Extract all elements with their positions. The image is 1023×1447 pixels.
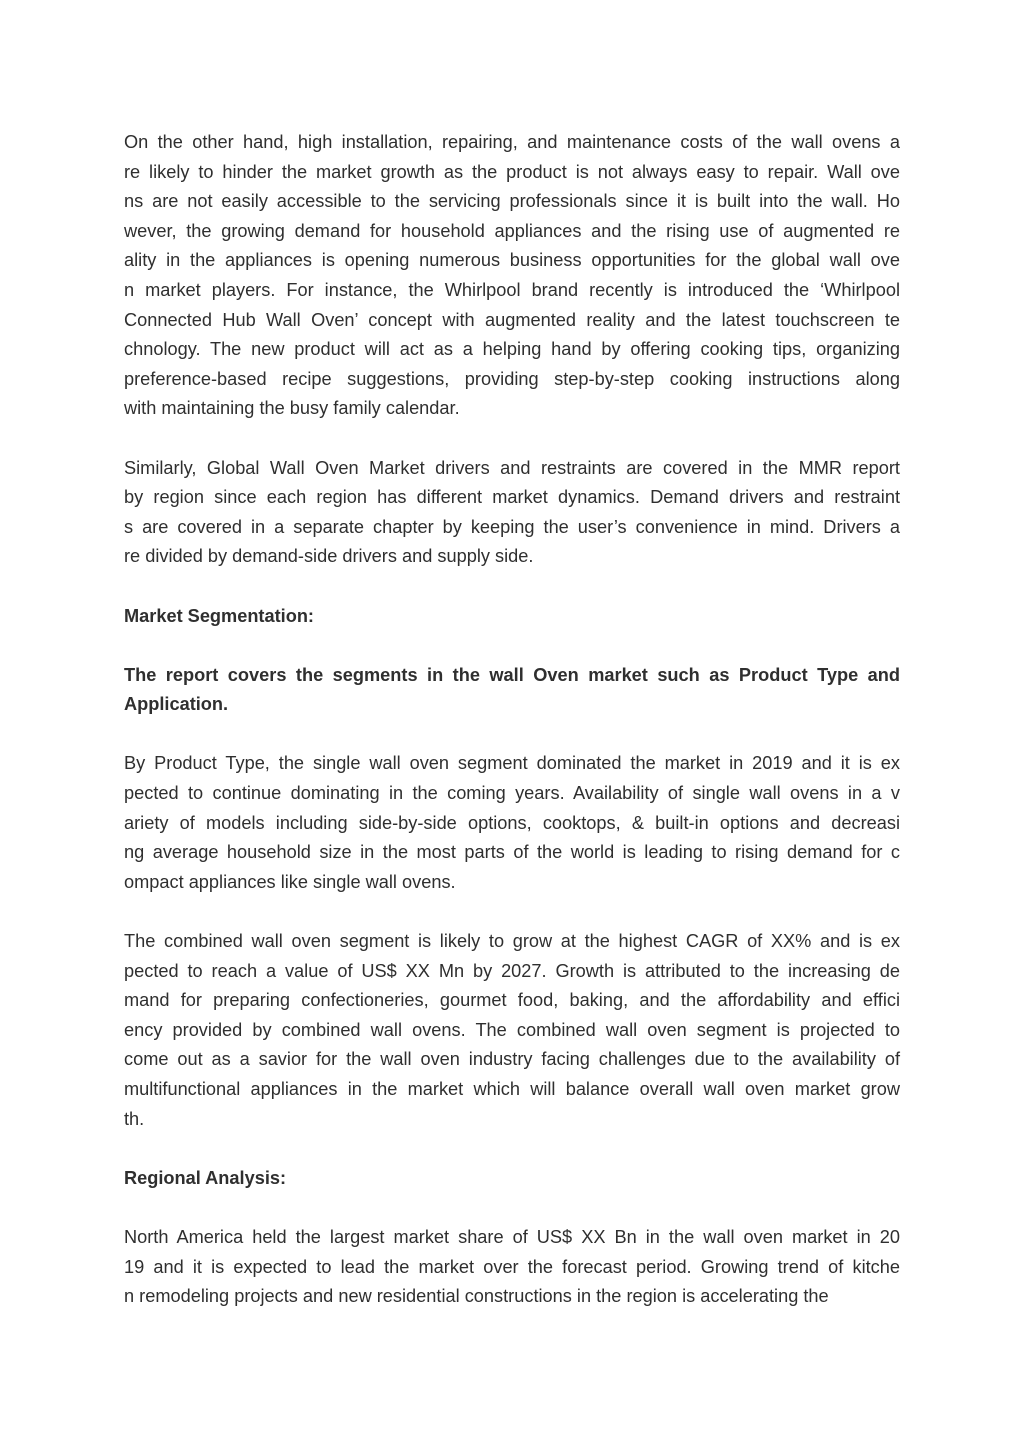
text-line: multifunctional appliances in the market which will balance overall wall oven market grow [124, 1079, 900, 1099]
subheading-report-segments [124, 661, 900, 720]
text-line: mand for preparing confectioneries, gourmet food, baking, and the affordability and effici [124, 990, 900, 1011]
text-line: ency provided by combined wall ovens. The combined wall oven segment is projected to [124, 1019, 900, 1040]
text-line: Similarly, Global Wall Oven Market drivers and restraints are covered in the MMR report [124, 457, 900, 478]
text-line: 19 and it is expected to lead the market over the forecast period. Growing trend of kitche [124, 1256, 900, 1277]
text-line: wever, the growing demand for household appliances and the rising use of augmented re [124, 220, 900, 241]
text-line: pected to reach a value of US$ XX Mn by 2027. Growth is attributed to the increasing de [124, 960, 900, 981]
text-line: On the other hand, high installation, repairing, and maintenance costs of the wall ovens a [124, 132, 900, 152]
paragraph-maintenance-costs [124, 128, 900, 424]
text-line: The report covers the segments in the wall Oven market such as Product Type and [124, 664, 900, 685]
text-line: Connected Hub Wall Oven’ concept with augmented reality and the latest touchscreen te [124, 309, 900, 330]
text-line: n market players. For instance, the Whirlpool brand recently is introduced the ‘Whirlpool [124, 279, 900, 300]
text-line: ompact appliances like single wall ovens. [124, 871, 456, 892]
text-line: with maintaining the busy family calendar. [124, 398, 460, 419]
text-line: come out as a savior for the wall oven industry facing challenges due to the availability of [124, 1049, 900, 1070]
paragraph-north-america [124, 1223, 900, 1312]
text-line: ality in the appliances is opening numerous business opportunities for the global wall ove [124, 250, 900, 271]
text-line: Application. [124, 694, 229, 715]
text-line: By Product Type, the single wall oven segment dominated the market in 2019 and it is ex [124, 753, 900, 774]
heading-regional-analysis [124, 1164, 900, 1194]
text-line: re likely to hinder the market growth as the product is not always easy to repair. Wall ove [124, 161, 900, 182]
text-line: ariety of models including side-by-side options, cooktops, & built-in options and decreasi [124, 812, 900, 833]
text-line: by region since each region has different market dynamics. Demand drivers and restraint [124, 487, 900, 508]
paragraph-drivers-restraints [124, 454, 900, 572]
text-line: ng average household size in the most parts of the world is leading to rising demand for c [124, 842, 900, 863]
text-line: The combined wall oven segment is likely to grow at the highest CAGR of XX% and is ex [124, 931, 900, 952]
text-line: ns are not easily accessible to the servicing professionals since it is built into the wall. Ho [124, 191, 900, 212]
text-line: Regional Analysis: [124, 1167, 287, 1188]
paragraph-combined-wall-oven [124, 927, 900, 1134]
text-line: th. [124, 1108, 145, 1129]
text-line: preference-based recipe suggestions, providing step-by-step cooking instructions along [124, 368, 900, 389]
text-line: s are covered in a separate chapter by keeping the user’s convenience in mind. Drivers a [124, 516, 900, 537]
document-body [124, 128, 900, 1341]
text-line: pected to continue dominating in the coming years. Availability of single wall ovens in a v [124, 783, 900, 804]
text-line: re divided by demand-side drivers and supply side. [124, 546, 534, 567]
paragraph-product-type [124, 749, 900, 897]
text-line: Market Segmentation: [124, 605, 314, 626]
heading-market-segmentation [124, 602, 900, 632]
text-line: North America held the largest market share of US$ XX Bn in the wall oven market in 20 [124, 1226, 900, 1247]
text-line: chnology. The new product will act as a helping hand by offering cooking tips, organizing [124, 339, 900, 360]
text-line: n remodeling projects and new residential constructions in the region is accelerating the [124, 1286, 829, 1307]
